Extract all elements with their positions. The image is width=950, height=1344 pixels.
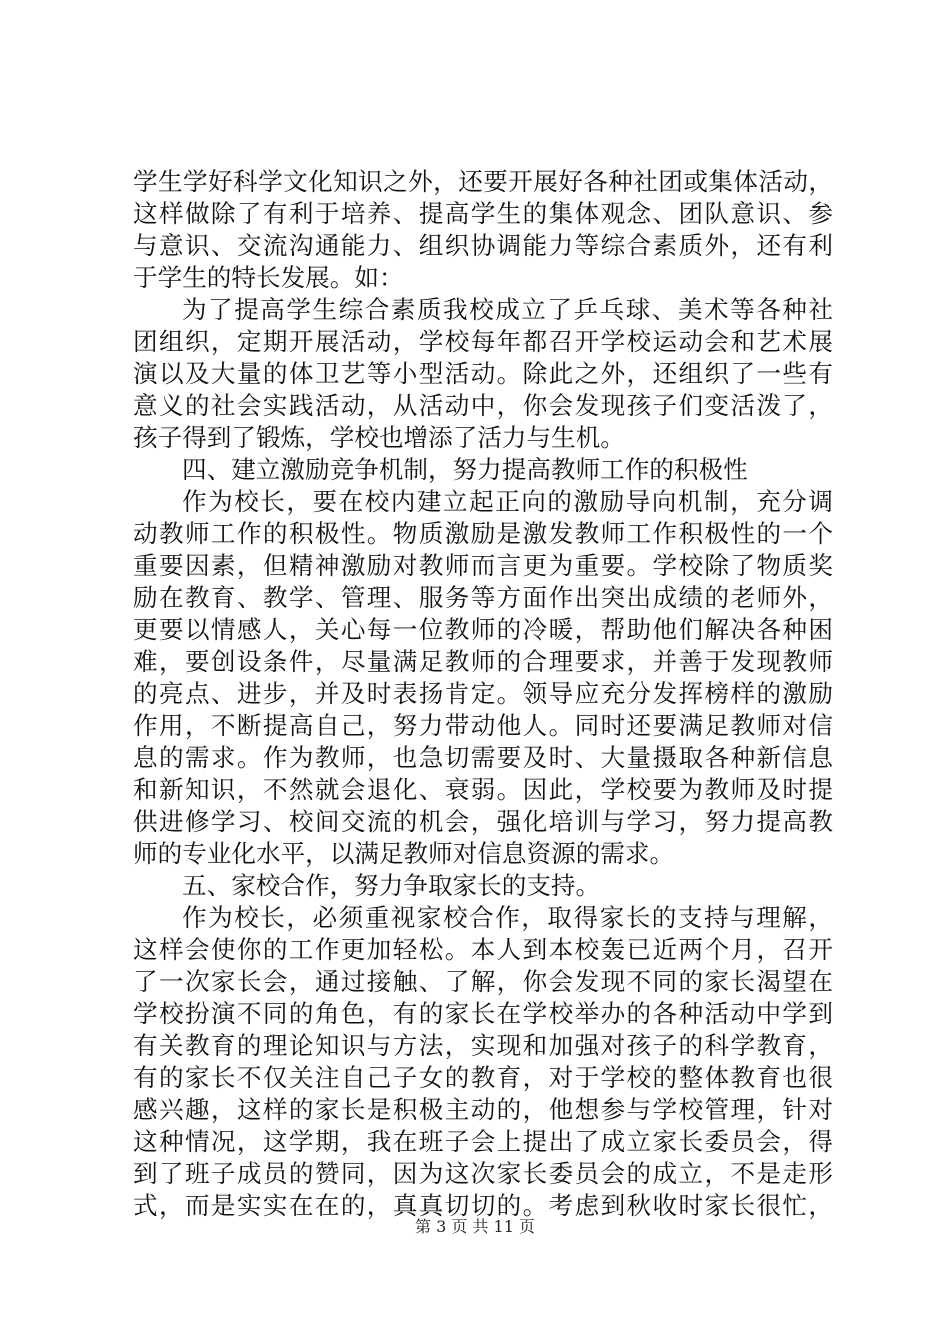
- text-line: 重要因素，但精神激励对教师而言更为重要。学校除了物质奖: [133, 551, 833, 580]
- text-line: 这种情况，这学期，我在班子会上提出了成立家长委员会，得: [133, 1127, 833, 1156]
- text-line: 学校扮演不同的角色，有的家长在学校举办的各种活动中学到: [133, 999, 833, 1028]
- text-line: 和新知识，不然就会退化、衰弱。因此，学校要为教师及时提: [133, 775, 833, 804]
- text-line: 演以及大量的体卫艺等小型活动。除此之外，还组织了一些有: [133, 359, 833, 388]
- text-line: 式，而是实实在在的，真真切切的。考虑到秋收时家长很忙，: [133, 1191, 833, 1220]
- text-line: 作为校长，要在校内建立起正向的激励导向机制，充分调: [182, 487, 833, 516]
- text-line: 有的家长不仅关注自己子女的教育，对于学校的整体教育也很: [133, 1063, 833, 1092]
- text-line: 这样会使你的工作更加轻松。本人到本校轰已近两个月，召开: [133, 935, 833, 964]
- text-line: 五、家校合作，努力争取家长的支持。: [182, 871, 601, 900]
- text-line: 有关教育的理论知识与方法，实现和加强对孩子的科学教育，: [133, 1031, 833, 1060]
- document-body: [133, 166, 833, 1222]
- text-line: 作用，不断提高自己，努力带动他人。同时还要满足教师对信: [133, 711, 833, 740]
- text-line: 到了班子成员的赞同，因为这次家长委员会的成立，不是走形: [133, 1159, 833, 1188]
- page-number-footer: 第 3 页 共 11 页: [415, 1217, 535, 1236]
- text-line: 励在教育、教学、管理、服务等方面作出突出成绩的老师外，: [133, 583, 833, 612]
- text-line: 团组织，定期开展活动，学校每年都召开学校运动会和艺术展: [133, 327, 833, 356]
- text-line: 孩子得到了锻炼，学校也增添了活力与生机。: [133, 423, 625, 452]
- text-line: 更要以情感人，关心每一位教师的冷暖，帮助他们解决各种困: [133, 615, 833, 644]
- text-line: 作为校长，必须重视家校合作，取得家长的支持与理解，: [182, 903, 833, 932]
- text-line: 感兴趣，这样的家长是积极主动的，他想参与学校管理，针对: [133, 1095, 833, 1124]
- text-line: 难，要创设条件，尽量满足教师的合理要求，并善于发现教师: [133, 647, 833, 676]
- text-line: 供进修学习、校间交流的机会，强化培训与学习，努力提高教: [133, 807, 833, 836]
- text-line: 学生学好科学文化知识之外，还要开展好各种社团或集体活动，: [133, 167, 833, 196]
- text-line: 息的需求。作为教师，也急切需要及时、大量摄取各种新信息: [133, 743, 833, 772]
- text-line: 于学生的特长发展。如：: [133, 263, 404, 292]
- text-line: 动教师工作的积极性。物质激励是激发教师工作积极性的一个: [133, 519, 833, 548]
- text-line: 为了提高学生综合素质我校成立了乒乓球、美术等各种社: [182, 295, 833, 324]
- text-line: 的亮点、进步，并及时表扬肯定。领导应充分发挥榜样的激励: [133, 679, 833, 708]
- text-line: 四、建立激励竞争机制，努力提高教师工作的积极性: [182, 455, 748, 484]
- text-line: 师的专业化水平，以满足教师对信息资源的需求。: [133, 839, 675, 868]
- text-line: 意义的社会实践活动，从活动中，你会发现孩子们变活泼了，: [133, 391, 833, 420]
- text-line: 了一次家长会，通过接触、了解，你会发现不同的家长渴望在: [133, 967, 833, 996]
- text-line: 这样做除了有利于培养、提高学生的集体观念、团队意识、参: [133, 199, 833, 228]
- text-line: 与意识、交流沟通能力、组织协调能力等综合素质外，还有利: [133, 231, 833, 260]
